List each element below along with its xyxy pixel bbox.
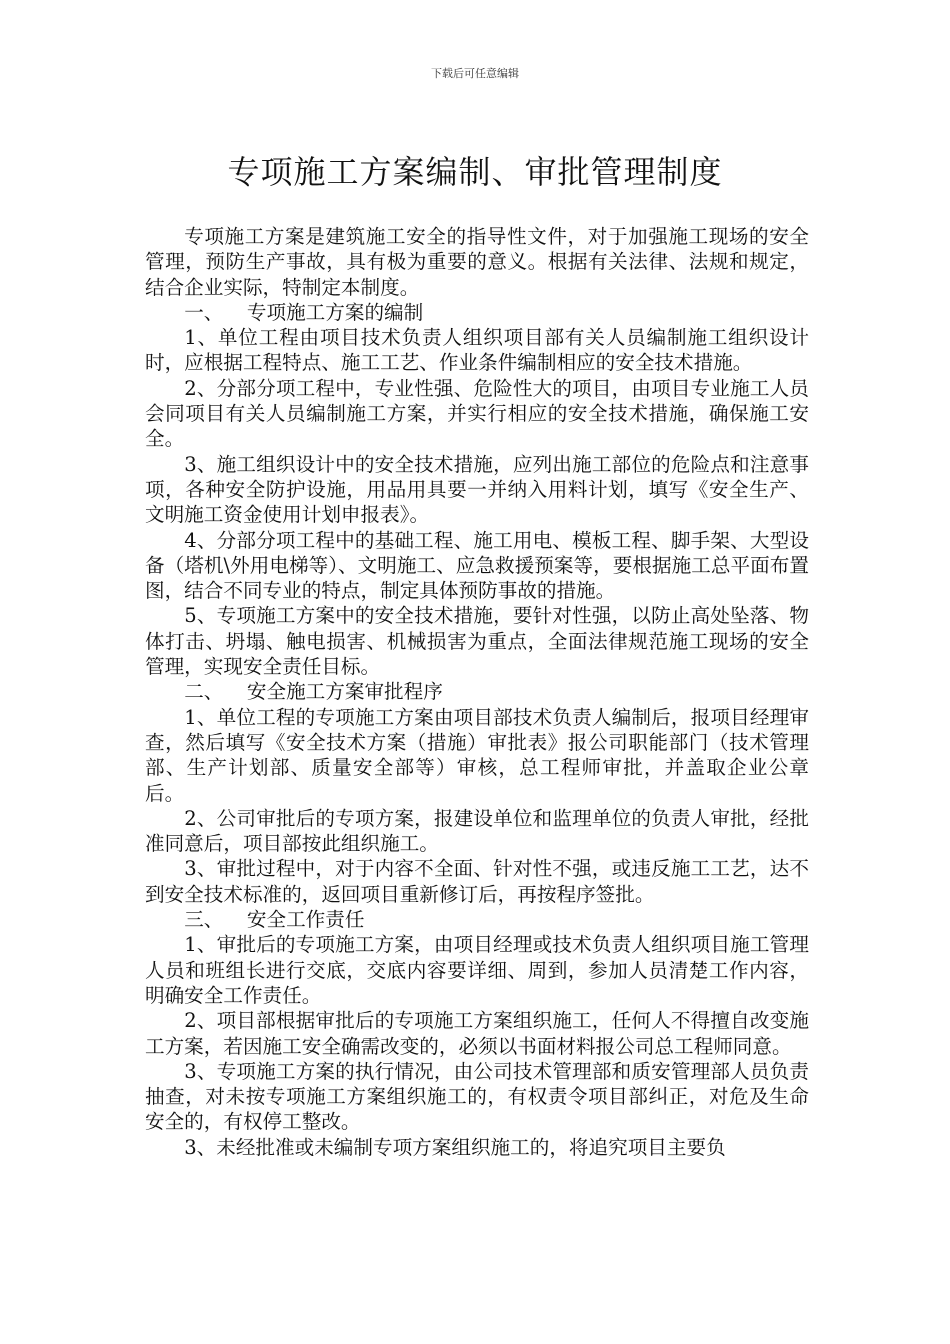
- section-1-item-4: 4、分部分项工程中的基础工程、施工用电、模板工程、脚手架、大型设备（塔机\外用电梯等）、文明施工、应急救援预案等，要根据施工总平面布置图，结合不同专业的特点，制定具体预防事故的措施。: [145, 528, 809, 603]
- section-number: 二、: [184, 680, 224, 704]
- section-1-item-3: 3、施工组织设计中的安全技术措施，应列出施工部位的危险点和注意事项，各种安全防护设施，用品用具要一并纳入用料计划，填写《安全生产、文明施工资金使用计划申报表》。: [145, 452, 809, 527]
- document-body: [145, 224, 809, 1160]
- section-3-item-1: 1、审批后的专项施工方案，由项目经理或技术负责人组织项目施工管理人员和班组长进行交底，交底内容要详细、周到，参加人员清楚工作内容，明确安全工作责任。: [145, 933, 809, 1007]
- section-heading-3: [145, 907, 809, 932]
- section-3-item-4: 3、未经批准或未编制专项方案组织施工的，将追究项目主要负: [184, 1135, 726, 1159]
- section-number: 三、: [184, 908, 224, 932]
- section-1-item-1: 1、单位工程由项目技术负责人组织项目部有关人员编制施工组织设计时，应根据工程特点、施工工艺、作业条件编制相应的安全技术措施。: [145, 326, 809, 375]
- section-heading-text: 安全工作责任: [246, 908, 365, 932]
- section-heading-text: 专项施工方案的编制: [246, 300, 424, 324]
- section-1-item-5: 5、专项施工方案中的安全技术措施，要针对性强，以防止高处坠落、物体打击、坍塌、触电损害、机械损害为重点，全面法律规范施工现场的安全管理，实现安全责任目标。: [145, 604, 809, 679]
- section-2-item-2: 2、公司审批后的专项方案，报建设单位和监理单位的负责人审批，经批准同意后，项目部按此组织施工。: [145, 806, 809, 856]
- section-heading-2: [145, 679, 809, 704]
- intro-paragraph: 专项施工方案是建筑施工安全的指导性文件，对于加强施工现场的安全管理，预防生产事故，具有极为重要的意义。根据有关法律、法规和规定，结合企业实际，特制定本制度。: [145, 225, 809, 299]
- document-title: 专项施工方案编制、审批管理制度: [227, 153, 723, 191]
- section-3-item-3: 3、专项施工方案的执行情况，由公司技术管理部和质安管理部人员负责抽查，对未按专项施工方案组织施工的，有权责令项目部纠正，对危及生命安全的，有权停工整改。: [145, 1059, 809, 1134]
- section-2-item-1: 1、单位工程的专项施工方案由项目部技术负责人编制后，报项目经理审查，然后填写《安全技术方案（措施）审批表》报公司职能部门（技术管理部、生产计划部、质量安全部等）审核，总工程师审批，并盖取企业公章后。: [145, 705, 809, 805]
- section-heading-1: [145, 300, 809, 325]
- header-note: 下载后可任意编辑: [431, 67, 519, 80]
- section-3-item-2: 2、项目部根据审批后的专项施工方案组织施工，任何人不得擅自改变施工方案，若因施工安全确需改变的，必须以书面材料报公司总工程师同意。: [145, 1009, 809, 1058]
- section-1-item-2: 2、分部分项工程中，专业性强、危险性大的项目，由项目专业施工人员会同项目有关人员编制施工方案，并实行相应的安全技术措施，确保施工安全。: [145, 376, 809, 451]
- section-heading-text: 安全施工方案审批程序: [246, 680, 443, 704]
- section-2-item-3: 3、审批过程中，对于内容不全面、针对性不强，或违反施工工艺，达不到安全技术标准的，返回项目重新修订后，再按程序签批。: [145, 857, 809, 906]
- section-number: 一、: [184, 300, 224, 324]
